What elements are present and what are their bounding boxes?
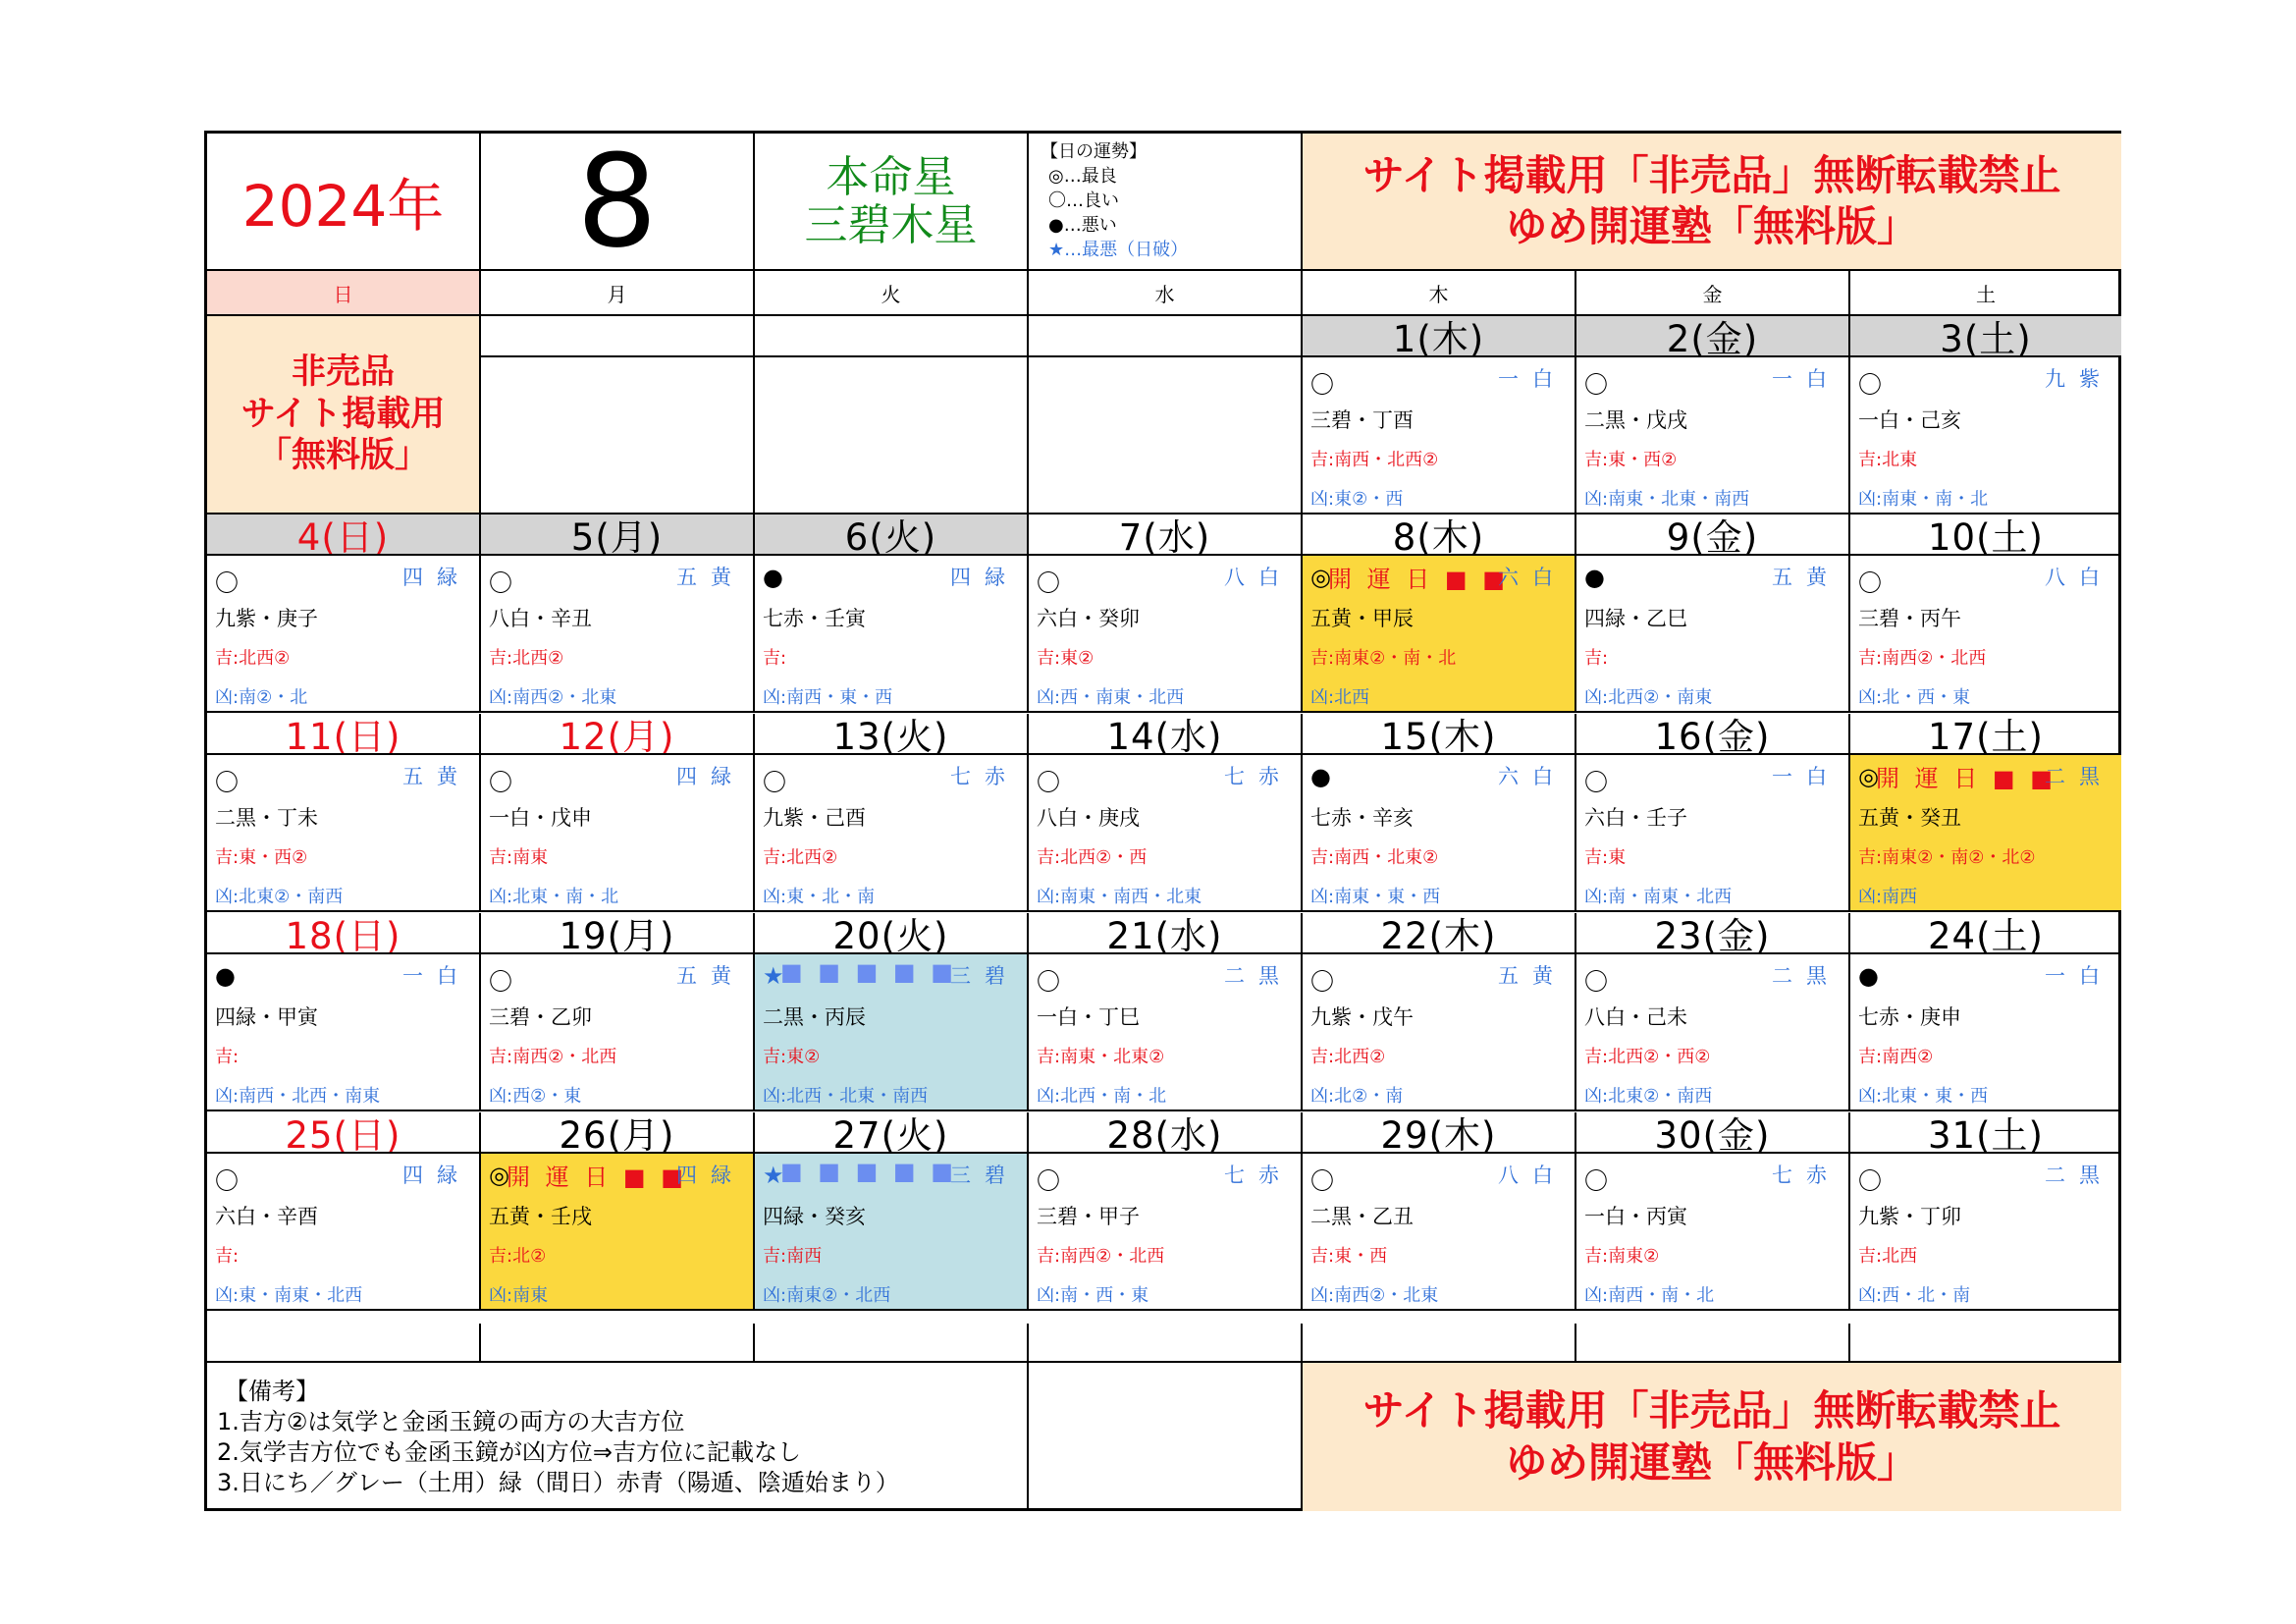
unlucky-directions: 凶:南西・東・西 (763, 687, 893, 708)
day-cell (1850, 556, 2121, 713)
blank-cell (1029, 1324, 1303, 1363)
kanshi: 二黒・丙辰 (763, 1005, 866, 1029)
date-label: 16(金) (1576, 714, 1850, 755)
nine-star: 五黄 (1772, 566, 1841, 589)
nine-star: 二黒 (1224, 964, 1293, 988)
unlucky-directions: 凶:西②・東 (489, 1086, 582, 1107)
nine-star: 九紫 (2045, 367, 2113, 391)
day-cell (207, 954, 481, 1111)
date-label: 31(土) (1850, 1112, 2121, 1154)
fortune-mark: 〇 (1858, 1167, 1882, 1195)
fortune-mark: 〇 (1584, 371, 1608, 399)
fortune-mark: 〇 (1858, 569, 1882, 597)
lucky-directions: 吉:東② (763, 1047, 821, 1067)
fortune-mark: ● (1584, 564, 1605, 591)
nine-star: 一白 (1498, 367, 1567, 391)
kanshi: 七赤・壬寅 (763, 607, 866, 630)
nine-star: 五黄 (402, 765, 471, 788)
fortune-mark: 〇 (215, 1167, 239, 1195)
kanshi: 九紫・己酉 (763, 806, 866, 830)
lucky-directions: 吉:北西② (489, 648, 564, 669)
unlucky-directions: 凶:南・南東・北西 (1584, 887, 1733, 907)
date-label: 18(日) (207, 913, 481, 954)
empty-date-cell (1029, 316, 1303, 357)
nine-star: 四緑 (402, 1164, 471, 1187)
day-cell (1303, 357, 1576, 514)
nine-star: 七赤 (1772, 1164, 1841, 1187)
kanshi: 一白・戊申 (489, 806, 592, 830)
unlucky-directions: 凶:南西・北西・南東 (215, 1086, 381, 1107)
kanshi: 一白・己亥 (1858, 408, 1961, 432)
day-cell (1850, 755, 2121, 912)
unlucky-directions: 凶:北東②・南西 (215, 887, 344, 907)
lucky-directions: 吉:北西② (763, 847, 838, 868)
lucky-directions: 吉:南東②・南②・北② (1858, 847, 2036, 868)
weekday-tue: 火 (755, 271, 1029, 316)
weekday-thu: 木 (1303, 271, 1576, 316)
nine-star: 二黒 (2045, 765, 2113, 788)
blank-cell (1576, 1324, 1850, 1363)
date-label: 28(水) (1029, 1112, 1303, 1154)
lucky-directions: 吉:東・西 (1310, 1246, 1388, 1267)
empty-day-cell (1029, 357, 1303, 514)
unlucky-directions: 凶:南東 (489, 1285, 549, 1306)
day-cell (207, 755, 481, 912)
kanshi: 四緑・甲寅 (215, 1005, 318, 1029)
unlucky-directions: 凶:南東②・北西 (763, 1285, 891, 1306)
unlucky-directions: 凶:北・西・東 (1858, 687, 1971, 708)
date-label: 30(金) (1576, 1112, 1850, 1154)
lucky-directions: 吉: (1584, 648, 1609, 669)
date-label: 9(金) (1576, 514, 1850, 556)
footer-notice-line2: ゆめ開運塾「無料版」 (1505, 1437, 1918, 1487)
notes-item: 3.日にち／グレー（土用）緑（間日）赤青（陽遁、陰遁始まり） (217, 1469, 899, 1496)
date-label: 17(土) (1850, 714, 2121, 755)
lucky-directions: 吉:東 (1584, 847, 1627, 868)
lucky-directions: 吉:東② (1037, 648, 1095, 669)
lucky-directions: 吉: (215, 1047, 240, 1067)
lucky-directions: 吉:北西②・西② (1584, 1047, 1711, 1067)
kanshi: 八白・己未 (1584, 1005, 1687, 1029)
nine-star: 四緑 (950, 566, 1019, 589)
empty-date-cell (481, 316, 755, 357)
weekday-mon: 月 (481, 271, 755, 316)
kanshi: 七赤・庚申 (1858, 1005, 1961, 1029)
weekday-wed: 水 (1029, 271, 1303, 316)
unlucky-directions: 凶:南西②・北東 (1310, 1285, 1439, 1306)
fortune-mark: 〇 (215, 769, 239, 796)
date-label: 12(月) (481, 714, 755, 755)
lucky-directions: 吉:南東・北東② (1037, 1047, 1165, 1067)
kanshi: 三碧・乙卯 (489, 1005, 592, 1029)
lucky-directions: 吉:南西・北西② (1310, 450, 1439, 470)
blank-cell (207, 1324, 481, 1363)
date-label: 26(月) (481, 1112, 755, 1154)
fortune-mark: 〇 (1310, 1167, 1334, 1195)
fortune-mark: 〇 (1584, 769, 1608, 796)
unlucky-directions: 凶:東・北・南 (763, 887, 876, 907)
fortune-mark: 〇 (763, 769, 786, 796)
day-cell (1029, 755, 1303, 912)
unlucky-directions: 凶:北西②・南東 (1584, 687, 1713, 708)
day-cell (207, 556, 481, 713)
fortune-mark: ◎ (1858, 763, 1879, 790)
day-cell (207, 1154, 481, 1311)
kanshi: 五黄・甲辰 (1310, 607, 1414, 630)
unlucky-directions: 凶:西・南東・北西 (1037, 687, 1185, 708)
nine-star: 八白 (2045, 566, 2113, 589)
day-cell (1576, 954, 1850, 1111)
fortune-mark: ● (215, 962, 236, 990)
day-cell (1576, 357, 1850, 514)
day-cell (1303, 954, 1576, 1111)
date-label: 5(月) (481, 514, 755, 556)
lucky-directions: 吉:南西 (763, 1246, 823, 1267)
fortune-mark: 〇 (489, 968, 512, 996)
unlucky-directions: 凶:南西 (1858, 887, 1918, 907)
blank-cell (481, 1324, 755, 1363)
year-title: 2024年 (207, 134, 481, 271)
unlucky-directions: 凶:北東・南・北 (489, 887, 619, 907)
unlucky-directions: 凶:北東②・南西 (1584, 1086, 1713, 1107)
notice-line2: ゆめ開運塾「無料版」 (1505, 202, 1918, 250)
nine-star: 六白 (1498, 566, 1567, 589)
notes-title: 【備考】 (225, 1378, 319, 1405)
footer-copyright-notice (1303, 1363, 2121, 1511)
blank-cell (755, 1324, 1029, 1363)
date-label: 8(木) (1303, 514, 1576, 556)
nine-star: 一白 (402, 964, 471, 988)
blank-cell (1850, 1324, 2121, 1363)
blank-cell (1029, 1363, 1303, 1511)
fortune-legend (1029, 134, 1303, 271)
kanshi: 五黄・壬戌 (489, 1205, 592, 1228)
day-cell (755, 954, 1029, 1111)
date-label: 7(水) (1029, 514, 1303, 556)
unlucky-directions: 凶:南東・南西・北東 (1037, 887, 1202, 907)
nine-star: 四緑 (676, 1164, 745, 1187)
unlucky-directions: 凶:北西・南・北 (1037, 1086, 1167, 1107)
fortune-mark: ◎ (489, 1162, 509, 1189)
empty-day-cell (481, 357, 755, 514)
kanshi: 一白・丙寅 (1584, 1205, 1687, 1228)
kanshi: 八白・庚戌 (1037, 806, 1140, 830)
nine-star: 七赤 (1224, 765, 1293, 788)
fortune-mark: 〇 (1584, 968, 1608, 996)
date-label: 11(日) (207, 714, 481, 755)
unlucky-directions: 凶:南西・南・北 (1584, 1285, 1715, 1306)
honmei-star (755, 134, 1029, 271)
notes-item: 1.吉方②は気学と金函玉鏡の両方の大吉方位 (217, 1408, 685, 1435)
day-cell (1850, 954, 2121, 1111)
nine-star: 六白 (1498, 765, 1567, 788)
fortune-mark: 〇 (1037, 1167, 1060, 1195)
nine-star: 五黄 (676, 964, 745, 988)
fortune-mark: ● (1858, 962, 1879, 990)
copyright-notice (1303, 134, 2121, 271)
notes-box (207, 1363, 1029, 1511)
nine-star: 五黄 (676, 566, 745, 589)
empty-day-cell (755, 357, 1029, 514)
day-cell (481, 954, 755, 1111)
hasai-marker: ■ ■ ■ ■ ■ (780, 958, 957, 986)
kanshi: 四緑・乙巳 (1584, 607, 1687, 630)
date-label: 3(土) (1850, 316, 2121, 357)
lucky-directions: 吉:南西②・北西 (489, 1047, 617, 1067)
lucky-directions: 吉: (763, 648, 787, 669)
calendar-sheet (204, 131, 2121, 1511)
day-cell (1029, 954, 1303, 1111)
fortune-mark: 〇 (1037, 968, 1060, 996)
fortune-mark: 〇 (1310, 371, 1334, 399)
date-label: 29(木) (1303, 1112, 1576, 1154)
unlucky-directions: 凶:南東・南・北 (1858, 489, 1989, 510)
date-label: 27(火) (755, 1112, 1029, 1154)
day-cell (481, 556, 755, 713)
fortune-mark: 〇 (1584, 1167, 1608, 1195)
nine-star: 七赤 (1224, 1164, 1293, 1187)
day-cell (755, 556, 1029, 713)
date-label: 1(木) (1303, 316, 1576, 357)
nine-star: 八白 (1224, 566, 1293, 589)
lucky-directions: 吉:北西 (1858, 1246, 1918, 1267)
weekday-fri: 金 (1576, 271, 1850, 316)
unlucky-directions: 凶:東②・西 (1310, 489, 1404, 510)
day-cell (1850, 357, 2121, 514)
date-label: 6(火) (755, 514, 1029, 556)
day-cell (481, 1154, 755, 1311)
kanshi: 六白・壬子 (1584, 806, 1687, 830)
fortune-mark: 〇 (489, 769, 512, 796)
day-cell (1850, 1154, 2121, 1311)
day-cell (1576, 1154, 1850, 1311)
nine-star: 三碧 (950, 964, 1019, 988)
weekday-sat: 土 (1850, 271, 2121, 316)
kanshi: 五黄・癸丑 (1858, 806, 1961, 830)
nine-star: 三碧 (950, 1164, 1019, 1187)
lucky-directions: 吉:南東②・南・北 (1310, 648, 1457, 669)
unlucky-directions: 凶:西・北・南 (1858, 1285, 1971, 1306)
fortune-mark: 〇 (1310, 968, 1334, 996)
honmei-label: 本命星 (826, 151, 956, 202)
date-label: 23(金) (1576, 913, 1850, 954)
side-notice-line1: 非売品 (291, 352, 395, 392)
kanshi: 四緑・癸亥 (763, 1205, 866, 1228)
day-cell (1576, 755, 1850, 912)
lucky-directions: 吉:南東 (489, 847, 549, 868)
date-label: 21(水) (1029, 913, 1303, 954)
unlucky-directions: 凶:北東・東・西 (1858, 1086, 1989, 1107)
lucky-directions: 吉:東・西② (1584, 450, 1678, 470)
side-notice (207, 316, 481, 514)
kanshi: 六白・辛酉 (215, 1205, 318, 1228)
kanshi: 三碧・甲子 (1037, 1205, 1140, 1228)
date-label: 24(土) (1850, 913, 2121, 954)
fortune-mark: ★ (763, 962, 784, 990)
lucky-directions: 吉:北② (489, 1246, 547, 1267)
unlucky-directions: 凶:北②・南 (1310, 1086, 1404, 1107)
unlucky-directions: 凶:南東・東・西 (1310, 887, 1441, 907)
unlucky-directions: 凶:北西・北東・南西 (763, 1086, 929, 1107)
day-cell (1303, 556, 1576, 713)
legend-bad: ●…悪い (1048, 215, 1117, 236)
lucky-directions: 吉:東・西② (215, 847, 308, 868)
day-cell (1303, 755, 1576, 912)
fortune-mark: 〇 (1037, 569, 1060, 597)
legend-best: ◎…最良 (1048, 166, 1117, 187)
date-label: 20(火) (755, 913, 1029, 954)
hasai-marker: ■ ■ ■ ■ ■ (780, 1158, 957, 1185)
lucky-directions: 吉: (215, 1246, 240, 1267)
unlucky-directions: 凶:東・南東・北西 (215, 1285, 363, 1306)
kanshi: 九紫・庚子 (215, 607, 318, 630)
date-label: 10(土) (1850, 514, 2121, 556)
unlucky-directions: 凶:南・西・東 (1037, 1285, 1149, 1306)
unlucky-directions: 凶:南西②・北東 (489, 687, 617, 708)
kanshi: 九紫・丁卯 (1858, 1205, 1961, 1228)
fortune-mark: ★ (763, 1162, 784, 1189)
date-label: 25(日) (207, 1112, 481, 1154)
kaiun-marker: 開 運 日 ■ ■ (1328, 566, 1509, 593)
month-number: 8 (481, 134, 755, 271)
notes-item: 2.気学吉方位でも金函玉鏡が凶方位⇒吉方位に記載なし (217, 1438, 802, 1466)
nine-star: 七赤 (950, 765, 1019, 788)
unlucky-directions: 凶:南②・北 (215, 687, 308, 708)
nine-star: 四緑 (402, 566, 471, 589)
kanshi: 八白・辛丑 (489, 607, 592, 630)
lucky-directions: 吉:南西② (1858, 1047, 1934, 1067)
kanshi: 六白・癸卯 (1037, 607, 1140, 630)
footer-notice-line1: サイト掲載用「非売品」無断転載禁止 (1362, 1386, 2061, 1435)
date-label: 13(火) (755, 714, 1029, 755)
date-label: 2(金) (1576, 316, 1850, 357)
day-cell (1576, 556, 1850, 713)
blank-cell (1303, 1324, 1576, 1363)
notice-line1: サイト掲載用「非売品」無断転載禁止 (1362, 150, 2061, 199)
day-cell (1303, 1154, 1576, 1311)
side-notice-line2: サイト掲載用 (240, 394, 446, 434)
day-cell (1029, 1154, 1303, 1311)
nine-star: 二黒 (1772, 964, 1841, 988)
unlucky-directions: 凶:北西 (1310, 687, 1370, 708)
fortune-mark: 〇 (215, 569, 239, 597)
legend-good: 〇…良い (1048, 190, 1119, 211)
kanshi: 二黒・戊戌 (1584, 408, 1687, 432)
fortune-mark: ● (1310, 763, 1331, 790)
date-label: 4(日) (207, 514, 481, 556)
kanshi: 三碧・丙午 (1858, 607, 1961, 630)
day-cell (481, 755, 755, 912)
lucky-directions: 吉:北西② (1310, 1047, 1386, 1067)
nine-star: 八白 (1498, 1164, 1567, 1187)
kanshi: 二黒・乙丑 (1310, 1205, 1414, 1228)
day-cell (755, 1154, 1029, 1311)
date-label: 14(水) (1029, 714, 1303, 755)
date-label: 19(月) (481, 913, 755, 954)
day-cell (1029, 556, 1303, 713)
day-cell (755, 755, 1029, 912)
honmei-value: 三碧木星 (804, 200, 978, 250)
date-label: 22(木) (1303, 913, 1576, 954)
kaiun-marker: 開 運 日 ■ ■ (1876, 765, 2056, 792)
kanshi: 三碧・丁酉 (1310, 408, 1414, 432)
date-label: 15(木) (1303, 714, 1576, 755)
nine-star: 二黒 (2045, 1164, 2113, 1187)
lucky-directions: 吉:南西・北東② (1310, 847, 1439, 868)
side-notice-line3: 「無料版」 (256, 436, 429, 476)
legend-title: 【日の運勢】 (1041, 141, 1147, 162)
fortune-mark: ◎ (1310, 564, 1331, 591)
nine-star: 一白 (1772, 765, 1841, 788)
lucky-directions: 吉:南西②・北西 (1858, 648, 1987, 669)
lucky-directions: 吉:南東② (1584, 1246, 1660, 1267)
lucky-directions: 吉:南西②・北西 (1037, 1246, 1165, 1267)
kanshi: 七赤・辛亥 (1310, 806, 1414, 830)
fortune-mark: ● (763, 564, 783, 591)
legend-worst: ★…最悪（日破） (1048, 240, 1189, 260)
nine-star: 四緑 (676, 765, 745, 788)
empty-date-cell (755, 316, 1029, 357)
fortune-mark: 〇 (1858, 371, 1882, 399)
kanshi: 一白・丁巳 (1037, 1005, 1140, 1029)
fortune-mark: 〇 (489, 569, 512, 597)
lucky-directions: 吉:北東 (1858, 450, 1918, 470)
kanshi: 二黒・丁未 (215, 806, 318, 830)
lucky-directions: 吉:北西②・西 (1037, 847, 1148, 868)
nine-star: 五黄 (1498, 964, 1567, 988)
lucky-directions: 吉:北西② (215, 648, 291, 669)
kaiun-marker: 開 運 日 ■ ■ (507, 1164, 687, 1191)
kanshi: 九紫・戊午 (1310, 1005, 1414, 1029)
fortune-mark: 〇 (1037, 769, 1060, 796)
unlucky-directions: 凶:南東・北東・南西 (1584, 489, 1750, 510)
nine-star: 一白 (1772, 367, 1841, 391)
nine-star: 一白 (2045, 964, 2113, 988)
weekday-sun: 日 (207, 271, 481, 316)
